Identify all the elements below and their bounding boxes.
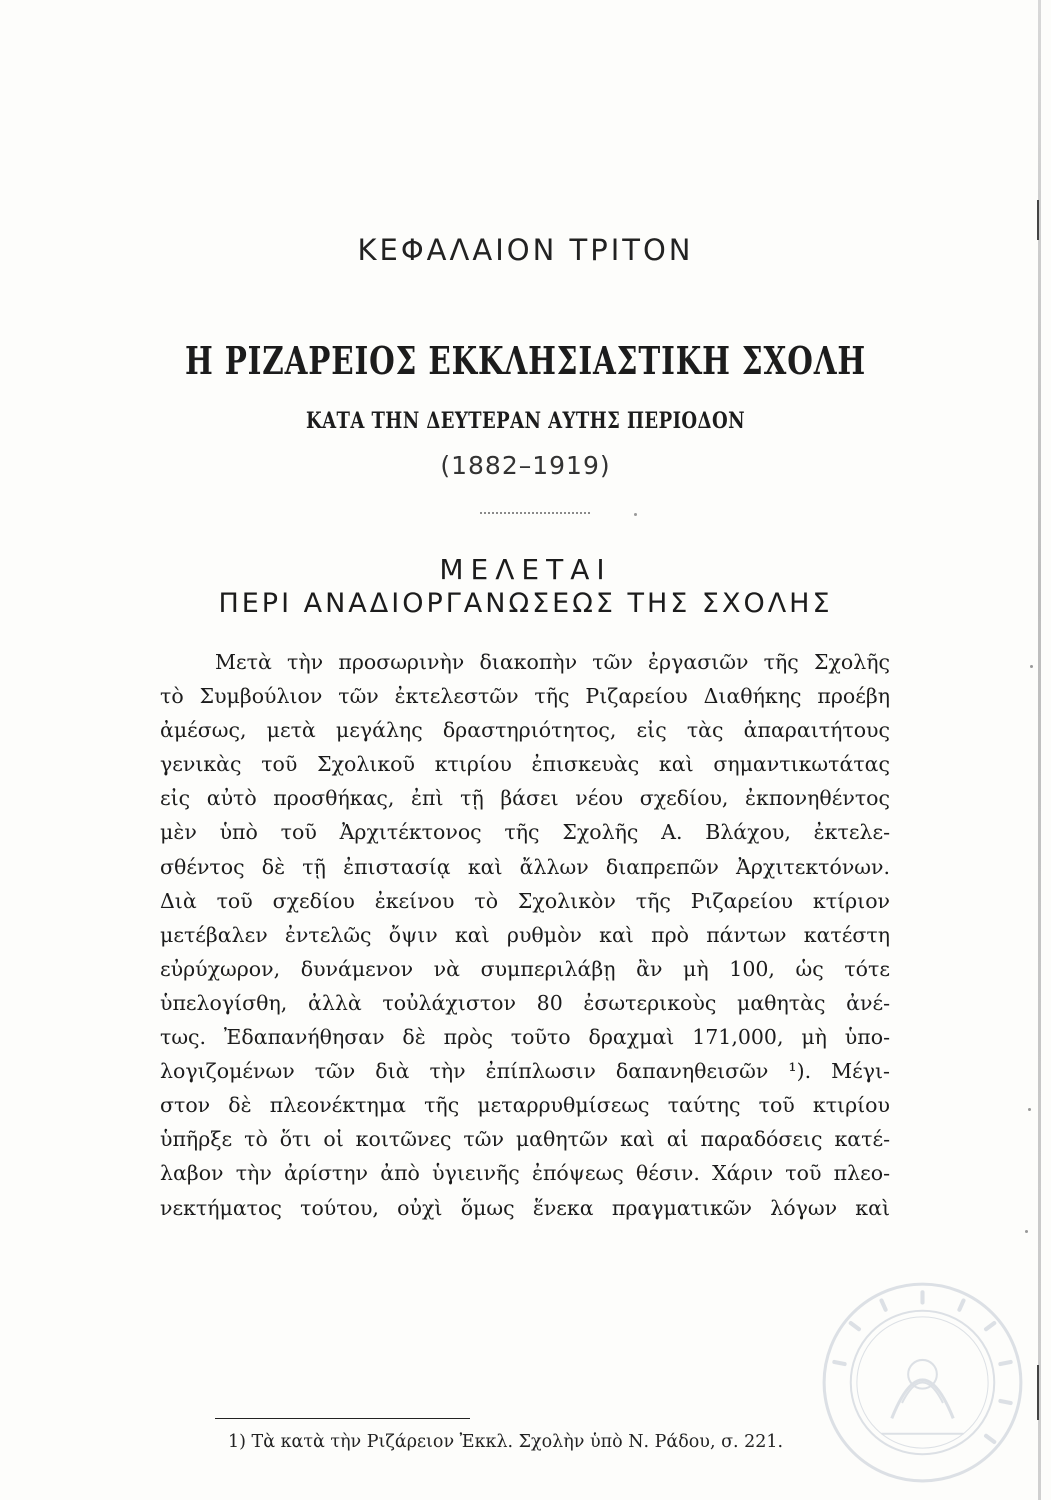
years-range: (1882–1919) bbox=[440, 451, 611, 480]
subtitle: ΚΑΤΑ ΤΗΝ ΔΕΥΤΕΡΑΝ ΑΥΤΗΣ ΠΕΡΙΟΔΟΝ bbox=[306, 408, 745, 434]
text-line: νεκτήματος τούτου, οὐχὶ ὅμως ἕνεκα πραγματικῶν λόγων καὶ bbox=[160, 1195, 890, 1220]
section-heading bbox=[0, 553, 1051, 621]
text-line: στον δὲ πλεονέκτημα τῆς μεταρρυθμίσεως ταύτης τοῦ κτιρίου bbox=[160, 1093, 890, 1118]
text-line: γενικὰς τοῦ Σχολικοῦ κτιρίου ἐπισκευὰς καὶ σημαντικωτάτας bbox=[160, 752, 890, 777]
edge-mark bbox=[1037, 1365, 1039, 1420]
text-line: ἀμέσως, μετὰ μεγάλης δραστηριότητος, εἰς τὰς ἀπαραιτήτους bbox=[160, 718, 890, 743]
section-heading-line1: ΜΕΛΕΤΑΙ bbox=[439, 553, 612, 586]
section-heading-line2: ΠΕΡΙ ΑΝΑΔΙΟΡΓΑΝΩΣΕΩΣ ΤΗΣ ΣΧΟΛΗΣ bbox=[218, 588, 833, 619]
text-line: σθέντος δὲ τῇ ἐπιστασίᾳ καὶ ἄλλων διαπρεπῶν Ἀρχιτεκτόνων. bbox=[160, 854, 890, 879]
text-line: Διὰ τοῦ σχεδίου ἐκείνου τὸ Σχολικὸν τῆς Ριζαρείου κτίριον bbox=[160, 888, 890, 913]
footnote-rule bbox=[215, 1418, 470, 1419]
speck bbox=[1025, 1230, 1028, 1233]
body-paragraph bbox=[160, 645, 890, 1225]
text-line: Μετὰ τὴν προσωρινὴν διακοπὴν τῶν ἐργασιῶν τῆς Σχολῆς bbox=[215, 650, 890, 674]
text-line: ὑπῆρξε τὸ ὅτι οἱ κοιτῶνες τῶν μαθητῶν καὶ αἱ παραδόσεις κατέ- bbox=[160, 1127, 890, 1152]
main-title: Η ΡΙΖΑΡΕΙΟΣ ΕΚΚΛΗΣΙΑΣΤΙΚΗ ΣΧΟΛΗ bbox=[184, 338, 867, 383]
footnote: 1) Τὰ κατὰ τὴν Ριζάρειον Ἐκκλ. Σχολὴν ὑπὸ Ν. Ράδου, σ. 221. bbox=[228, 1432, 784, 1452]
chapter-label: ΚΕΦΑΛΑΙΟΝ ΤΡΙΤΟΝ bbox=[357, 233, 694, 267]
speck bbox=[634, 513, 637, 516]
text-line: λογιζομένων τῶν διὰ τὴν ἐπίπλωσιν δαπανηθεισῶν ¹). Μέγι- bbox=[160, 1059, 890, 1084]
text-line: τὸ Συμβούλιον τῶν ἐκτελεστῶν τῆς Ριζαρείου Διαθήκης προέβη bbox=[160, 684, 890, 709]
text-line: εἰς αὐτὸ προσθήκας, ἐπὶ τῇ βάσει νέου σχεδίου, ἐκπονηθέντος bbox=[160, 786, 890, 811]
university-seal-watermark bbox=[820, 1280, 1025, 1485]
text-line: εὐρύχωρον, δυνάμενον νὰ συμπεριλάβῃ ἂν μὴ 100, ὡς τότε bbox=[160, 956, 890, 981]
text-line: ὑπελογίσθη, ἀλλὰ τοὐλάχιστον 80 ἐσωτερικοὺς μαθητὰς ἀνέ- bbox=[160, 990, 890, 1015]
text-line: λαβον τὴν ἀρίστην ἀπὸ ὑγιεινῆς ἐπόψεως θέσιν. Χάριν τοῦ πλεο- bbox=[160, 1161, 890, 1186]
speck bbox=[1030, 665, 1033, 668]
text-line: τως. Ἐδαπανήθησαν δὲ πρὸς τοῦτο δραχμαὶ 171,000, μὴ ὑπο- bbox=[160, 1025, 890, 1050]
text-line: μετέβαλεν ἐντελῶς ὄψιν καὶ ρυθμὸν καὶ πρὸ πάντων κατέστη bbox=[160, 922, 890, 947]
text-line: μὲν ὑπὸ τοῦ Ἀρχιτέκτονος τῆς Σχολῆς Α. Βλάχου, ἐκτελε- bbox=[160, 820, 890, 845]
speck bbox=[1028, 1108, 1031, 1111]
dotted-divider bbox=[480, 512, 590, 514]
